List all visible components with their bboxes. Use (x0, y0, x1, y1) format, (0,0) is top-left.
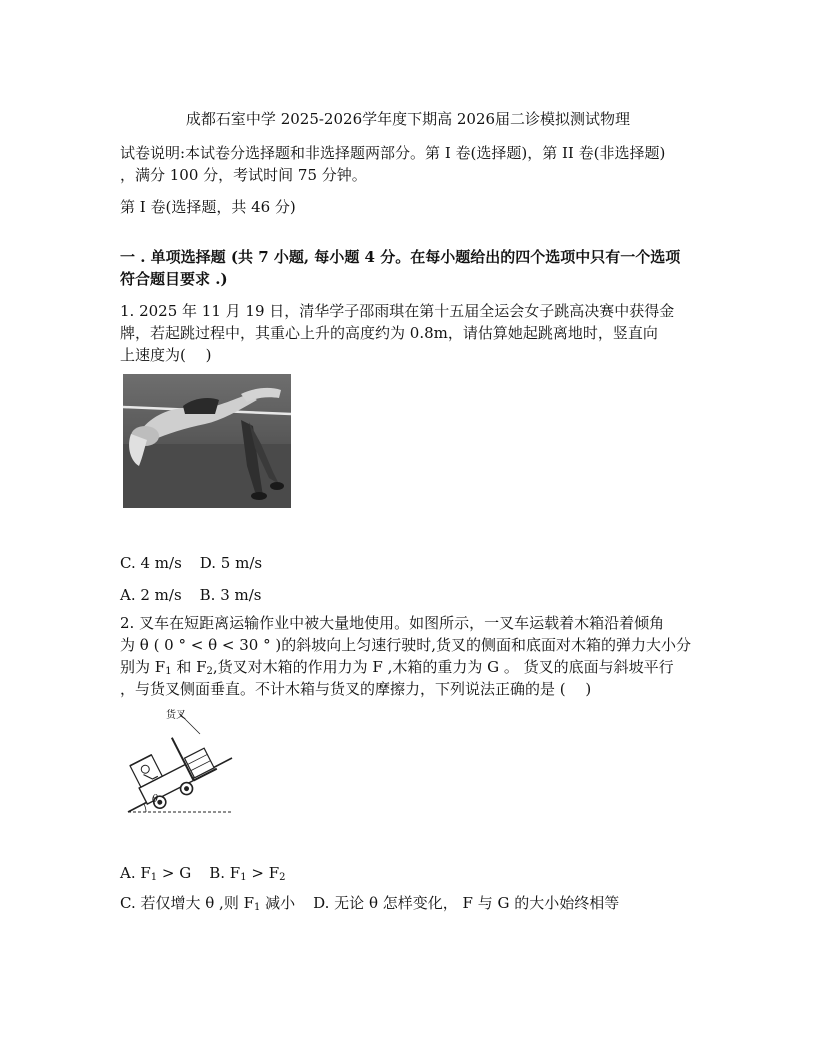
question-2-options-row-1 (120, 862, 700, 889)
q1-option-a: A. 2 m/s (120, 586, 182, 604)
part-1-heading: 第 I 卷(选择题，共 46 分) (120, 198, 296, 216)
question-2-line-4: ，与货叉侧面垂直。不计木箱与货叉的摩擦力，下列说法正确的是 ( ) (120, 680, 592, 698)
angle-label: θ (152, 794, 159, 805)
question-2-line-2: 为 θ ( 0 ° < θ < 30 ° )的斜坡向上匀速行驶时,货叉的侧面和底面对木箱的弹力大小分 (120, 636, 691, 654)
q1-option-c: C. 4 m/s (120, 554, 182, 572)
question-2-line-1: 2. 叉车在短距离运输作业中被大量地使用。如图所示，一叉车运载着木箱沿着倾角 (120, 614, 665, 632)
question-1-options-row-2 (120, 584, 700, 606)
q2-line3-part-c: ,货叉对木箱的作用力为 F ,木箱的重力为 G 。 货叉的底面与斜坡平行 (212, 658, 674, 676)
fork-label: 货叉 (166, 710, 186, 721)
q1-option-b: B. 3 m/s (199, 586, 262, 604)
section-heading-line-2: 符合题目要求 .) (120, 270, 228, 288)
instructions-line-2: ，满分 100 分，考试时间 75 分钟。 (120, 166, 367, 184)
question-1-options-row-1 (120, 552, 700, 574)
instructions-line-1: 试卷说明:本试卷分选择题和非选择题两部分。第 I 卷(选择题)，第 II 卷(非选择题) (120, 144, 666, 162)
question-1-line-2: 牌，若起跳过程中，其重心上升的高度约为 0.8m，请估算她起跳离地时，竖直向 (120, 324, 658, 342)
section-heading-line-1: 一 . 单项选择题 (共 7 小题, 每小题 4 分。在每小题给出的四个选项中只有一个选项 (120, 248, 681, 266)
question-2-options-row-2 (120, 892, 700, 919)
q2-option-d: D. 无论 θ 怎样变化， F 与 G 的大小始终相等 (313, 894, 620, 912)
q2-option-b: B. $F_1 > F_2$ (209, 864, 286, 883)
question-1-line-3: 上速度为( ) (120, 346, 212, 364)
q2-option-c: C. 若仅增大 θ ,则 $F_1$ 减小 (120, 894, 296, 913)
subscript-2: 2 (206, 666, 213, 677)
high-jump-photo (123, 374, 291, 508)
q2-line3-part-a: 别为 F (120, 658, 166, 676)
q1-option-d: D. 5 m/s (199, 554, 263, 572)
q2-line3-part-b: 和 F (171, 658, 207, 676)
page-title: 成都石室中学 2025-2026学年度下期高 2026届二诊模拟测试物理 (185, 110, 631, 128)
q2-option-a: A. $F_1 > G$ (120, 864, 192, 883)
subscript-1: 1 (165, 666, 172, 677)
question-1-line-1: 1. 2025 年 11 月 19 日，清华学子邵雨琪在第十五届全运会女子跳高决赛中获得金 (120, 302, 675, 320)
